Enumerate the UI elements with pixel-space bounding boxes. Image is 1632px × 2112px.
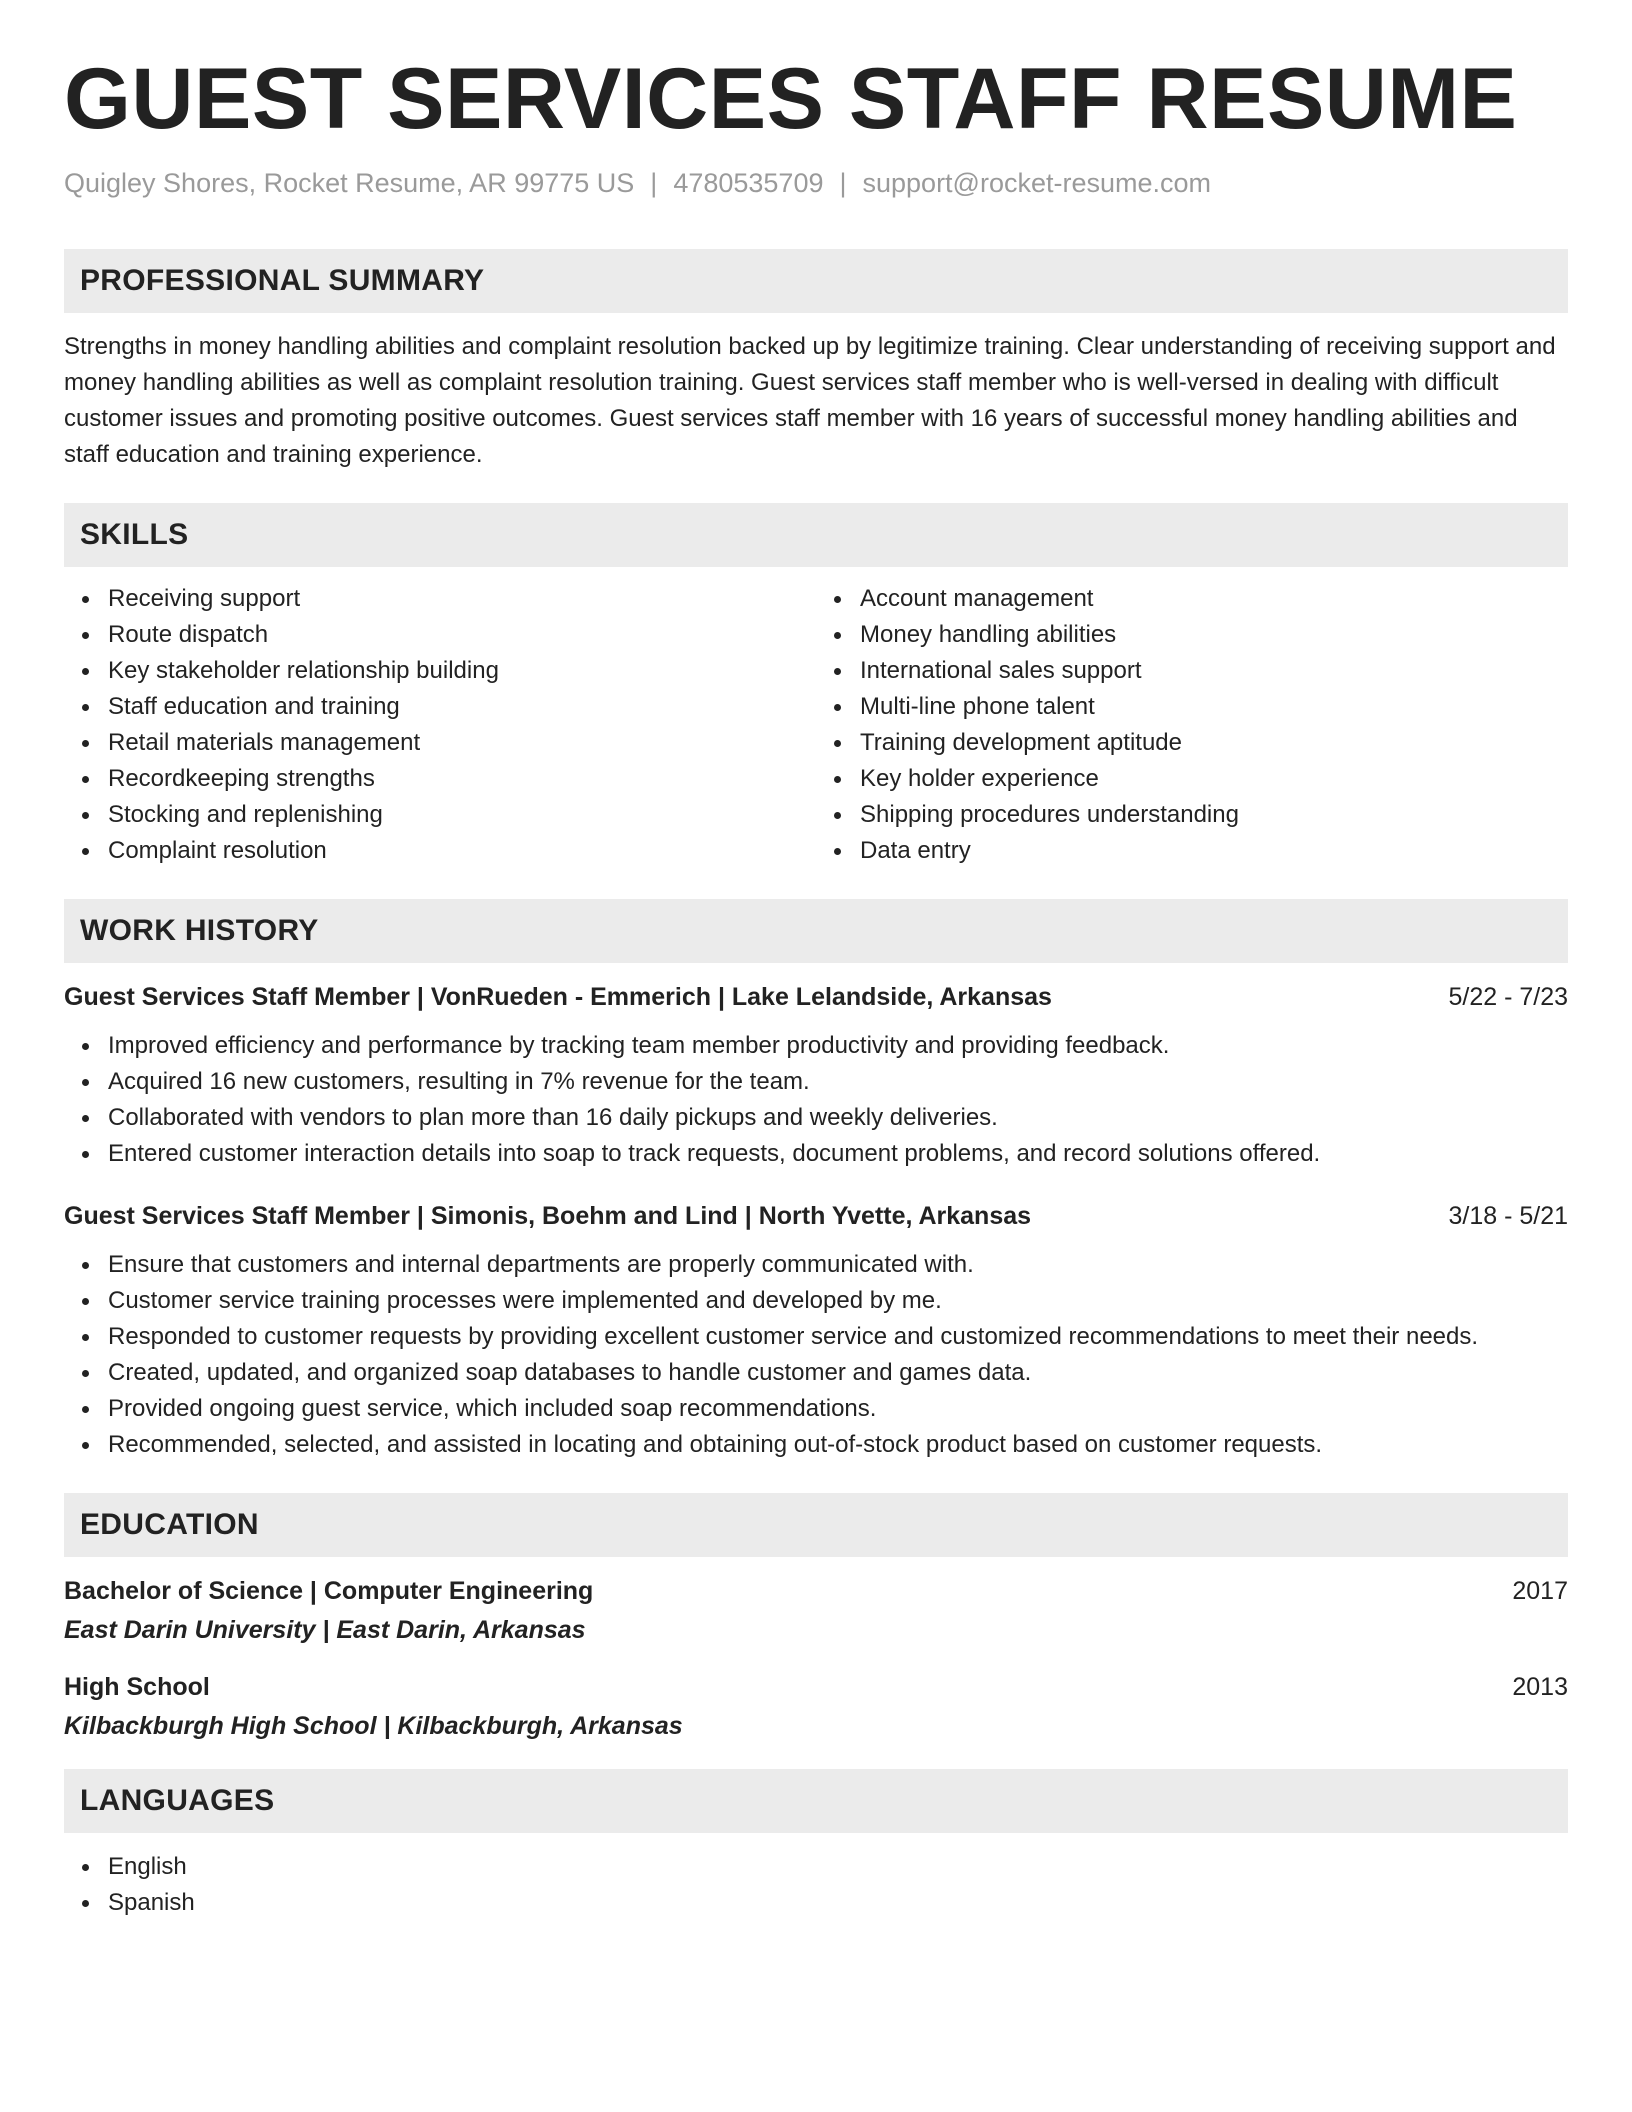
skill-item: Account management: [860, 581, 1568, 617]
languages-list: [64, 1849, 1568, 1921]
skill-item: Complaint resolution: [108, 833, 816, 869]
section-header-work-history: WORK HISTORY: [64, 899, 1568, 963]
language-item: Spanish: [108, 1885, 1568, 1921]
skill-item: Key holder experience: [860, 761, 1568, 797]
job-bullet: Created, updated, and organized soap databases to handle customer and games data.: [108, 1355, 1568, 1391]
job-bullet: Provided ongoing guest service, which included soap recommendations.: [108, 1391, 1568, 1427]
skill-item: Data entry: [860, 833, 1568, 869]
job-bullet: Responded to customer requests by providing excellent customer service and customized recommendations to meet their needs.: [108, 1319, 1568, 1355]
job-bullet: Recommended, selected, and assisted in locating and obtaining out-of-stock product based on customer requests.: [108, 1427, 1568, 1463]
job-bullet: Entered customer interaction details into soap to track requests, document problems, and record solutions offered.: [108, 1136, 1568, 1172]
skill-item: Route dispatch: [108, 617, 816, 653]
education-entry: [64, 1673, 1568, 1741]
job-bullet: Collaborated with vendors to plan more than 16 daily pickups and weekly deliveries.: [108, 1100, 1568, 1136]
skill-item: Multi-line phone talent: [860, 689, 1568, 725]
section-header-languages: LANGUAGES: [64, 1769, 1568, 1833]
contact-phone: 4780535709: [673, 168, 824, 198]
skills-column-right: [816, 581, 1568, 869]
skills-list: [64, 581, 1568, 869]
skill-item: Staff education and training: [108, 689, 816, 725]
job-header: [64, 1202, 1568, 1231]
section-header-skills: SKILLS: [64, 503, 1568, 567]
contact-separator: |: [650, 168, 658, 198]
job-dates: 3/18 - 5/21: [1448, 1202, 1568, 1230]
contact-address: Quigley Shores, Rocket Resume, AR 99775 US: [64, 168, 635, 198]
skill-item: Retail materials management: [108, 725, 816, 761]
education-degree: High School: [64, 1673, 210, 1701]
job-bullet: Improved efficiency and performance by tracking team member productivity and providing feedback.: [108, 1028, 1568, 1064]
contact-email[interactable]: support@rocket-resume.com: [862, 168, 1212, 198]
language-item: English: [108, 1849, 1568, 1885]
skill-item: Recordkeeping strengths: [108, 761, 816, 797]
skill-item: Key stakeholder relationship building: [108, 653, 816, 689]
job-header: [64, 983, 1568, 1012]
contact-separator: |: [839, 168, 847, 198]
education-school: Kilbackburgh High School | Kilbackburgh, Arkansas: [64, 1712, 683, 1740]
skill-item: Shipping procedures understanding: [860, 797, 1568, 833]
job-bullets: [64, 1247, 1568, 1463]
skills-column-left: [64, 581, 816, 869]
section-header-summary: PROFESSIONAL SUMMARY: [64, 249, 1568, 313]
contact-line: [64, 168, 1568, 199]
education-entry: [64, 1577, 1568, 1645]
job-bullet: Acquired 16 new customers, resulting in 7% revenue for the team.: [108, 1064, 1568, 1100]
job-bullet: Customer service training processes were implemented and developed by me.: [108, 1283, 1568, 1319]
section-header-education: EDUCATION: [64, 1493, 1568, 1557]
job-title: Guest Services Staff Member | VonRueden - Emmerich | Lake Lelandside, Arkansas: [64, 983, 1052, 1011]
skill-item: International sales support: [860, 653, 1568, 689]
resume-title: GUEST SERVICES STAFF RESUME: [64, 51, 1518, 147]
education-school: East Darin University | East Darin, Arkansas: [64, 1616, 586, 1644]
education-degree: Bachelor of Science | Computer Engineering: [64, 1577, 594, 1605]
skill-item: Stocking and replenishing: [108, 797, 816, 833]
job-dates: 5/22 - 7/23: [1448, 983, 1568, 1011]
job-bullet: Ensure that customers and internal departments are properly communicated with.: [108, 1247, 1568, 1283]
education-header: [64, 1577, 1568, 1606]
education-header: [64, 1673, 1568, 1702]
skill-item: Money handling abilities: [860, 617, 1568, 653]
job-title: Guest Services Staff Member | Simonis, Boehm and Lind | North Yvette, Arkansas: [64, 1202, 1032, 1230]
skill-item: Training development aptitude: [860, 725, 1568, 761]
education-year: 2017: [1512, 1577, 1568, 1605]
summary-text: Strengths in money handling abilities and complaint resolution backed up by legitimize training. Clear understanding of receiving support and money handling abilities as well as complaint resolution training. Guest services staff member who is well-versed in dealing with difficult customer issues and promoting positive outcomes. Guest services staff member with 16 years of successful money handling abilities and staff education and training experience.: [64, 333, 1556, 468]
education-year: 2013: [1512, 1673, 1568, 1701]
skill-item: Receiving support: [108, 581, 816, 617]
job-bullets: [64, 1028, 1568, 1172]
